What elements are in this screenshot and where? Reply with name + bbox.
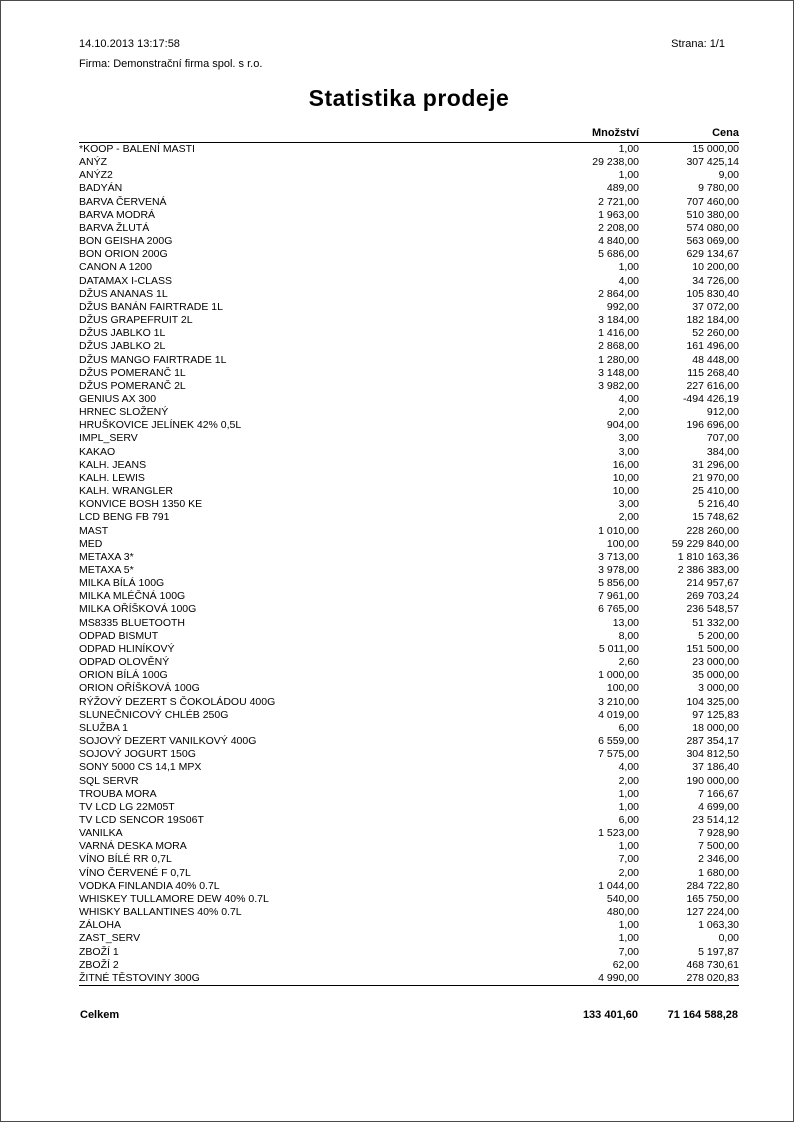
item-quantity: 1,00 [618,261,639,274]
table-header [79,127,739,143]
total-row [79,986,739,1024]
item-name: BON ORION 200G [79,248,168,261]
item-price: 21 970,00 [692,471,739,484]
item-name: ZAST_SERV [79,932,141,945]
item-quantity: 2,00 [618,511,639,524]
item-price: 115 268,40 [687,366,739,379]
item-name: BARVA ČERVENÁ [79,195,167,208]
table-row [79,235,739,248]
item-quantity: 29 238,00 [592,156,639,169]
column-header-quantity: Množství [504,127,639,143]
item-name: METAXA 5* [79,564,134,576]
table-row [79,367,739,380]
item-price: 7 500,00 [698,840,739,853]
item-quantity: 5 856,00 [598,577,639,590]
table-row [79,643,739,656]
company-line: Firma: Demonstrační firma spol. s r.o. [79,58,263,70]
item-name: DŽUS BANÁN FAIRTRADE 1L [79,300,223,313]
item-price: -494 426,19 [682,392,739,405]
item-name: DŽUS POMERANČ 1L [79,366,186,379]
item-price: 5 216,40 [698,498,739,511]
item-name: MILKA OŘÍŠKOVÁ 100G [79,603,197,616]
item-quantity: 4 990,00 [504,972,639,986]
table-row [79,603,739,616]
item-quantity: 2,00 [618,866,639,879]
column-header-price: Cena [639,127,739,143]
item-price: 34 726,00 [692,274,739,287]
item-quantity: 1,00 [618,143,639,155]
item-price: 1 810 163,36 [677,550,739,563]
item-price: 1 063,30 [698,919,739,932]
item-price: 227 616,00 [686,379,739,392]
table-row [79,801,739,814]
item-price: 15 748,62 [692,511,739,524]
item-price: 7 166,67 [698,787,739,800]
item-price: 23 514,12 [692,813,739,826]
table-row [79,222,739,235]
table-row [79,590,739,603]
table-row [79,919,739,932]
table-row [79,617,739,630]
item-quantity: 2,60 [618,656,639,669]
item-price: 18 000,00 [692,721,739,734]
item-quantity: 7,00 [618,853,639,866]
table-row [79,959,739,972]
item-quantity: 1 010,00 [598,524,639,537]
table-row [79,656,739,669]
table-row [79,538,739,551]
table-row [79,788,739,801]
item-name: KAKAO [79,445,116,458]
table-row [79,182,739,195]
item-price: 304 812,50 [686,748,739,761]
item-name: LCD BENG FB 791 [79,511,170,524]
item-name: BARVA MODRÁ [79,208,156,221]
item-name: ODPAD HLINÍKOVÝ [79,642,175,655]
item-price: 35 000,00 [692,669,739,682]
item-name: SONY 5000 CS 14,1 MPX [79,761,202,774]
item-price: 182 184,00 [686,314,739,327]
item-name: BON GEISHA 200G [79,235,173,248]
item-name: ORION BÍLÁ 100G [79,669,168,682]
item-name: TV LCD LG 22M05T [79,800,175,813]
item-name: ZÁLOHA [79,919,122,932]
table-row [79,472,739,485]
item-price: 307 425,14 [686,156,739,169]
report-content [1,1,793,1023]
item-quantity: 3 148,00 [598,366,639,379]
table-row [79,853,739,866]
item-name: KALH. LEWIS [79,471,145,484]
item-name: MILKA MLÉČNÁ 100G [79,590,186,603]
table-row [79,380,739,393]
item-name: SLUNEČNICOVÝ CHLÉB 250G [79,708,229,721]
table-row [79,827,739,840]
table-row [79,485,739,498]
table-row [79,393,739,406]
item-price: 1 680,00 [698,866,739,879]
total-price: 71 164 588,28 [667,1009,738,1021]
item-price: 2 346,00 [698,853,739,866]
item-quantity: 2 721,00 [598,195,639,208]
item-price: 196 696,00 [686,419,739,432]
table-body [79,143,739,986]
item-price: 384,00 [706,445,739,458]
item-price: 105 830,40 [686,287,739,300]
item-quantity: 480,00 [606,906,639,919]
item-quantity: 6,00 [618,721,639,734]
item-price: 707,00 [706,432,739,445]
item-price: 468 730,61 [686,958,739,971]
item-price: 51 332,00 [692,616,739,629]
table-row [79,775,739,788]
table-row [79,669,739,682]
item-name: SLUŽBA 1 [79,721,129,734]
table-row [79,169,739,182]
table-row [79,419,739,432]
item-quantity: 1,00 [618,919,639,932]
item-quantity: 489,00 [606,182,639,195]
item-quantity: 2,00 [618,774,639,787]
item-price: 214 957,67 [686,577,739,590]
table-row [79,511,739,524]
item-quantity: 1 280,00 [598,353,639,366]
item-quantity: 3 713,00 [598,550,639,563]
item-name: ŽITNÉ TĚSTOVINY 300G [79,972,504,986]
table-row [79,722,739,735]
item-quantity: 100,00 [606,682,639,695]
item-name: IMPL_SERV [79,432,138,445]
item-price: 278 020,83 [639,972,739,986]
item-quantity: 1 523,00 [598,827,639,840]
item-name: VANILKA [79,827,123,840]
item-price: 4 699,00 [698,800,739,813]
table-row [79,761,739,774]
item-price: 510 380,00 [686,208,739,221]
item-name: TV LCD SENCOR 19S06T [79,813,204,826]
item-name: ANÝZ2 [79,169,113,182]
item-price: 9,00 [718,169,739,182]
item-price: 37 072,00 [692,300,739,313]
item-quantity: 5 686,00 [598,248,639,261]
table-row [79,314,739,327]
sales-table [79,127,739,1023]
item-quantity: 62,00 [612,958,639,971]
item-name: KONVICE BOSH 1350 KE [79,498,203,511]
item-quantity: 100,00 [606,537,639,550]
item-price: 97 125,83 [692,708,739,721]
item-name: MS8335 BLUETOOTH [79,616,186,629]
item-name: ODPAD OLOVĚNÝ [79,656,170,669]
item-quantity: 10,00 [612,485,639,498]
item-price: 563 069,00 [686,235,739,248]
table-row [79,906,739,919]
table-row [79,406,739,419]
item-name: VÍNO ČERVENÉ F 0,7L [79,866,191,879]
item-quantity: 992,00 [606,300,639,313]
header-row [79,127,739,143]
table-row [79,630,739,643]
item-quantity: 1,00 [618,787,639,800]
table-row [79,156,739,169]
item-quantity: 4,00 [618,761,639,774]
item-price: 161 496,00 [686,340,739,353]
item-price: 52 260,00 [692,327,739,340]
item-price: 151 500,00 [686,642,739,655]
item-name: VARNÁ DESKA MORA [79,840,187,853]
item-quantity: 1 963,00 [598,208,639,221]
item-price: 9 780,00 [698,182,739,195]
table-row [79,143,739,157]
table-row [79,459,739,472]
item-quantity: 2 208,00 [598,221,639,234]
item-quantity: 1,00 [618,169,639,182]
item-name: DŽUS JABLKO 1L [79,327,166,340]
item-price: 574 080,00 [686,221,739,234]
item-quantity: 3 184,00 [598,314,639,327]
item-quantity: 16,00 [612,458,639,471]
table-row [79,932,739,945]
item-name: VÍNO BÍLÉ RR 0,7L [79,853,172,866]
table-row [79,880,739,893]
item-quantity: 1 000,00 [598,669,639,682]
total-label: Celkem [80,1009,120,1021]
item-name: BADYÁN [79,182,123,195]
item-price: 5 200,00 [698,629,739,642]
table-row [79,748,739,761]
item-quantity: 3,00 [618,445,639,458]
item-name: KALH. WRANGLER [79,485,173,498]
item-price: 287 354,17 [686,735,739,748]
item-quantity: 4 019,00 [598,708,639,721]
table-row [79,275,739,288]
item-price: 59 229 840,00 [671,537,739,550]
item-quantity: 1,00 [618,932,639,945]
table-row [79,564,739,577]
item-quantity: 1,00 [618,800,639,813]
item-name: SOJOVÝ DEZERT VANILKOVÝ 400G [79,735,257,748]
item-price: 236 548,57 [686,603,739,616]
item-name: MAST [79,524,109,537]
item-name: TROUBA MORA [79,787,157,800]
item-price: 127 224,00 [686,906,739,919]
item-quantity: 2 864,00 [598,287,639,300]
table-row [79,340,739,353]
report-datetime: 14.10.2013 13:17:58 [79,38,180,50]
item-price: 25 410,00 [692,485,739,498]
item-price: 629 134,67 [686,248,739,261]
item-quantity: 904,00 [606,419,639,432]
item-name: ZBOŽÍ 2 [79,958,119,971]
table-row [79,946,739,959]
item-quantity: 1 416,00 [598,327,639,340]
item-price: 707 460,00 [686,195,739,208]
item-name: BARVA ŽLUTÁ [79,221,150,234]
item-name: HRUŠKOVICE JELÍNEK 42% 0,5L [79,419,242,432]
item-quantity: 1,00 [618,840,639,853]
item-price: 190 000,00 [686,774,739,787]
item-name: ZBOŽÍ 1 [79,945,119,958]
table-row [79,551,739,564]
item-name: DŽUS GRAPEFRUIT 2L [79,314,193,327]
item-name: DŽUS ANANAS 1L [79,287,168,300]
report-header [79,37,739,51]
item-name: METAXA 3* [79,550,134,563]
item-quantity: 2,00 [618,406,639,419]
item-quantity: 3 210,00 [598,695,639,708]
item-name: SOJOVÝ JOGURT 150G [79,748,196,761]
column-header-name [79,127,504,143]
item-name: DŽUS JABLKO 2L [79,340,166,353]
item-quantity: 6 559,00 [598,735,639,748]
item-price: 912,00 [706,406,739,419]
item-price: 48 448,00 [692,353,739,366]
table-row [79,498,739,511]
item-price: 5 197,87 [698,945,739,958]
table-row [79,709,739,722]
item-price: 0,00 [718,932,739,945]
item-quantity: 540,00 [606,892,639,905]
item-price: 10 200,00 [692,261,739,274]
item-name: ANÝZ [79,156,108,169]
total-quantity: 133 401,60 [582,1009,638,1021]
item-price: 228 260,00 [686,524,739,537]
item-price: 31 296,00 [692,458,739,471]
item-name: MILKA BÍLÁ 100G [79,577,165,590]
item-quantity: 1 044,00 [598,879,639,892]
table-row [79,288,739,301]
item-name: ODPAD BISMUT [79,629,159,642]
item-name: DŽUS POMERANČ 2L [79,379,186,392]
item-price: 284 722,80 [686,879,739,892]
table-row [79,577,739,590]
item-name: ORION OŘÍŠKOVÁ 100G [79,682,200,695]
table-row [79,893,739,906]
table-row [79,814,739,827]
item-name: KALH. JEANS [79,458,147,471]
item-price: 104 325,00 [686,695,739,708]
item-name: *KOOP - BALENÍ MASTI [79,143,195,155]
table-row [79,327,739,340]
item-quantity: 7 961,00 [598,590,639,603]
item-quantity: 2 868,00 [598,340,639,353]
item-price: 37 186,40 [692,761,739,774]
item-name: CANON A 1200 [79,261,152,274]
item-quantity: 3 982,00 [598,379,639,392]
table-row [79,525,739,538]
table-row [79,972,739,986]
table-row [79,867,739,880]
item-price: 3 000,00 [698,682,739,695]
item-name: WHISKY BALLANTINES 40% 0.7L [79,906,242,919]
table-row [79,196,739,209]
item-quantity: 3,00 [618,432,639,445]
table-row [79,696,739,709]
item-quantity: 6,00 [618,813,639,826]
item-name: GENIUS AX 300 [79,392,157,405]
item-quantity: 3 978,00 [598,564,639,576]
item-quantity: 3,00 [618,498,639,511]
item-quantity: 7 575,00 [598,748,639,761]
table-row [79,209,739,222]
item-name: RÝŽOVÝ DEZERT S ČOKOLÁDOU 400G [79,695,276,708]
item-name: SQL SERVR [79,774,139,787]
item-price: 7 928,90 [698,827,739,840]
table-row [79,248,739,261]
table-row [79,735,739,748]
item-price: 15 000,00 [692,143,739,155]
item-quantity: 10,00 [612,471,639,484]
item-name: DATAMAX I-CLASS [79,274,172,287]
table-row [79,432,739,445]
item-name: WHISKEY TULLAMORE DEW 40% 0.7L [79,892,269,905]
table-row [79,301,739,314]
item-name: VODKA FINLANDIA 40% 0.7L [79,879,220,892]
item-quantity: 6 765,00 [598,603,639,616]
item-quantity: 13,00 [612,616,639,629]
item-quantity: 4,00 [618,274,639,287]
item-quantity: 4,00 [618,392,639,405]
item-name: MED [79,537,103,550]
table-row [79,446,739,459]
table-footer [79,986,739,1024]
item-quantity: 5 011,00 [598,642,639,655]
item-price: 23 000,00 [692,656,739,669]
item-quantity: 7,00 [618,945,639,958]
page-number: Strana: 1/1 [671,38,725,50]
item-quantity: 4 840,00 [598,235,639,248]
report-title: Statistika prodeje [308,85,510,111]
item-price: 269 703,24 [686,590,739,603]
table-row [79,354,739,367]
table-row [79,840,739,853]
item-name: HRNEC SLOŽENÝ [79,406,169,419]
item-price: 165 750,00 [686,892,739,905]
item-quantity: 8,00 [618,629,639,642]
item-price: 2 386 383,00 [677,564,739,576]
table-row [79,261,739,274]
item-name: DŽUS MANGO FAIRTRADE 1L [79,353,227,366]
table-row [79,682,739,695]
